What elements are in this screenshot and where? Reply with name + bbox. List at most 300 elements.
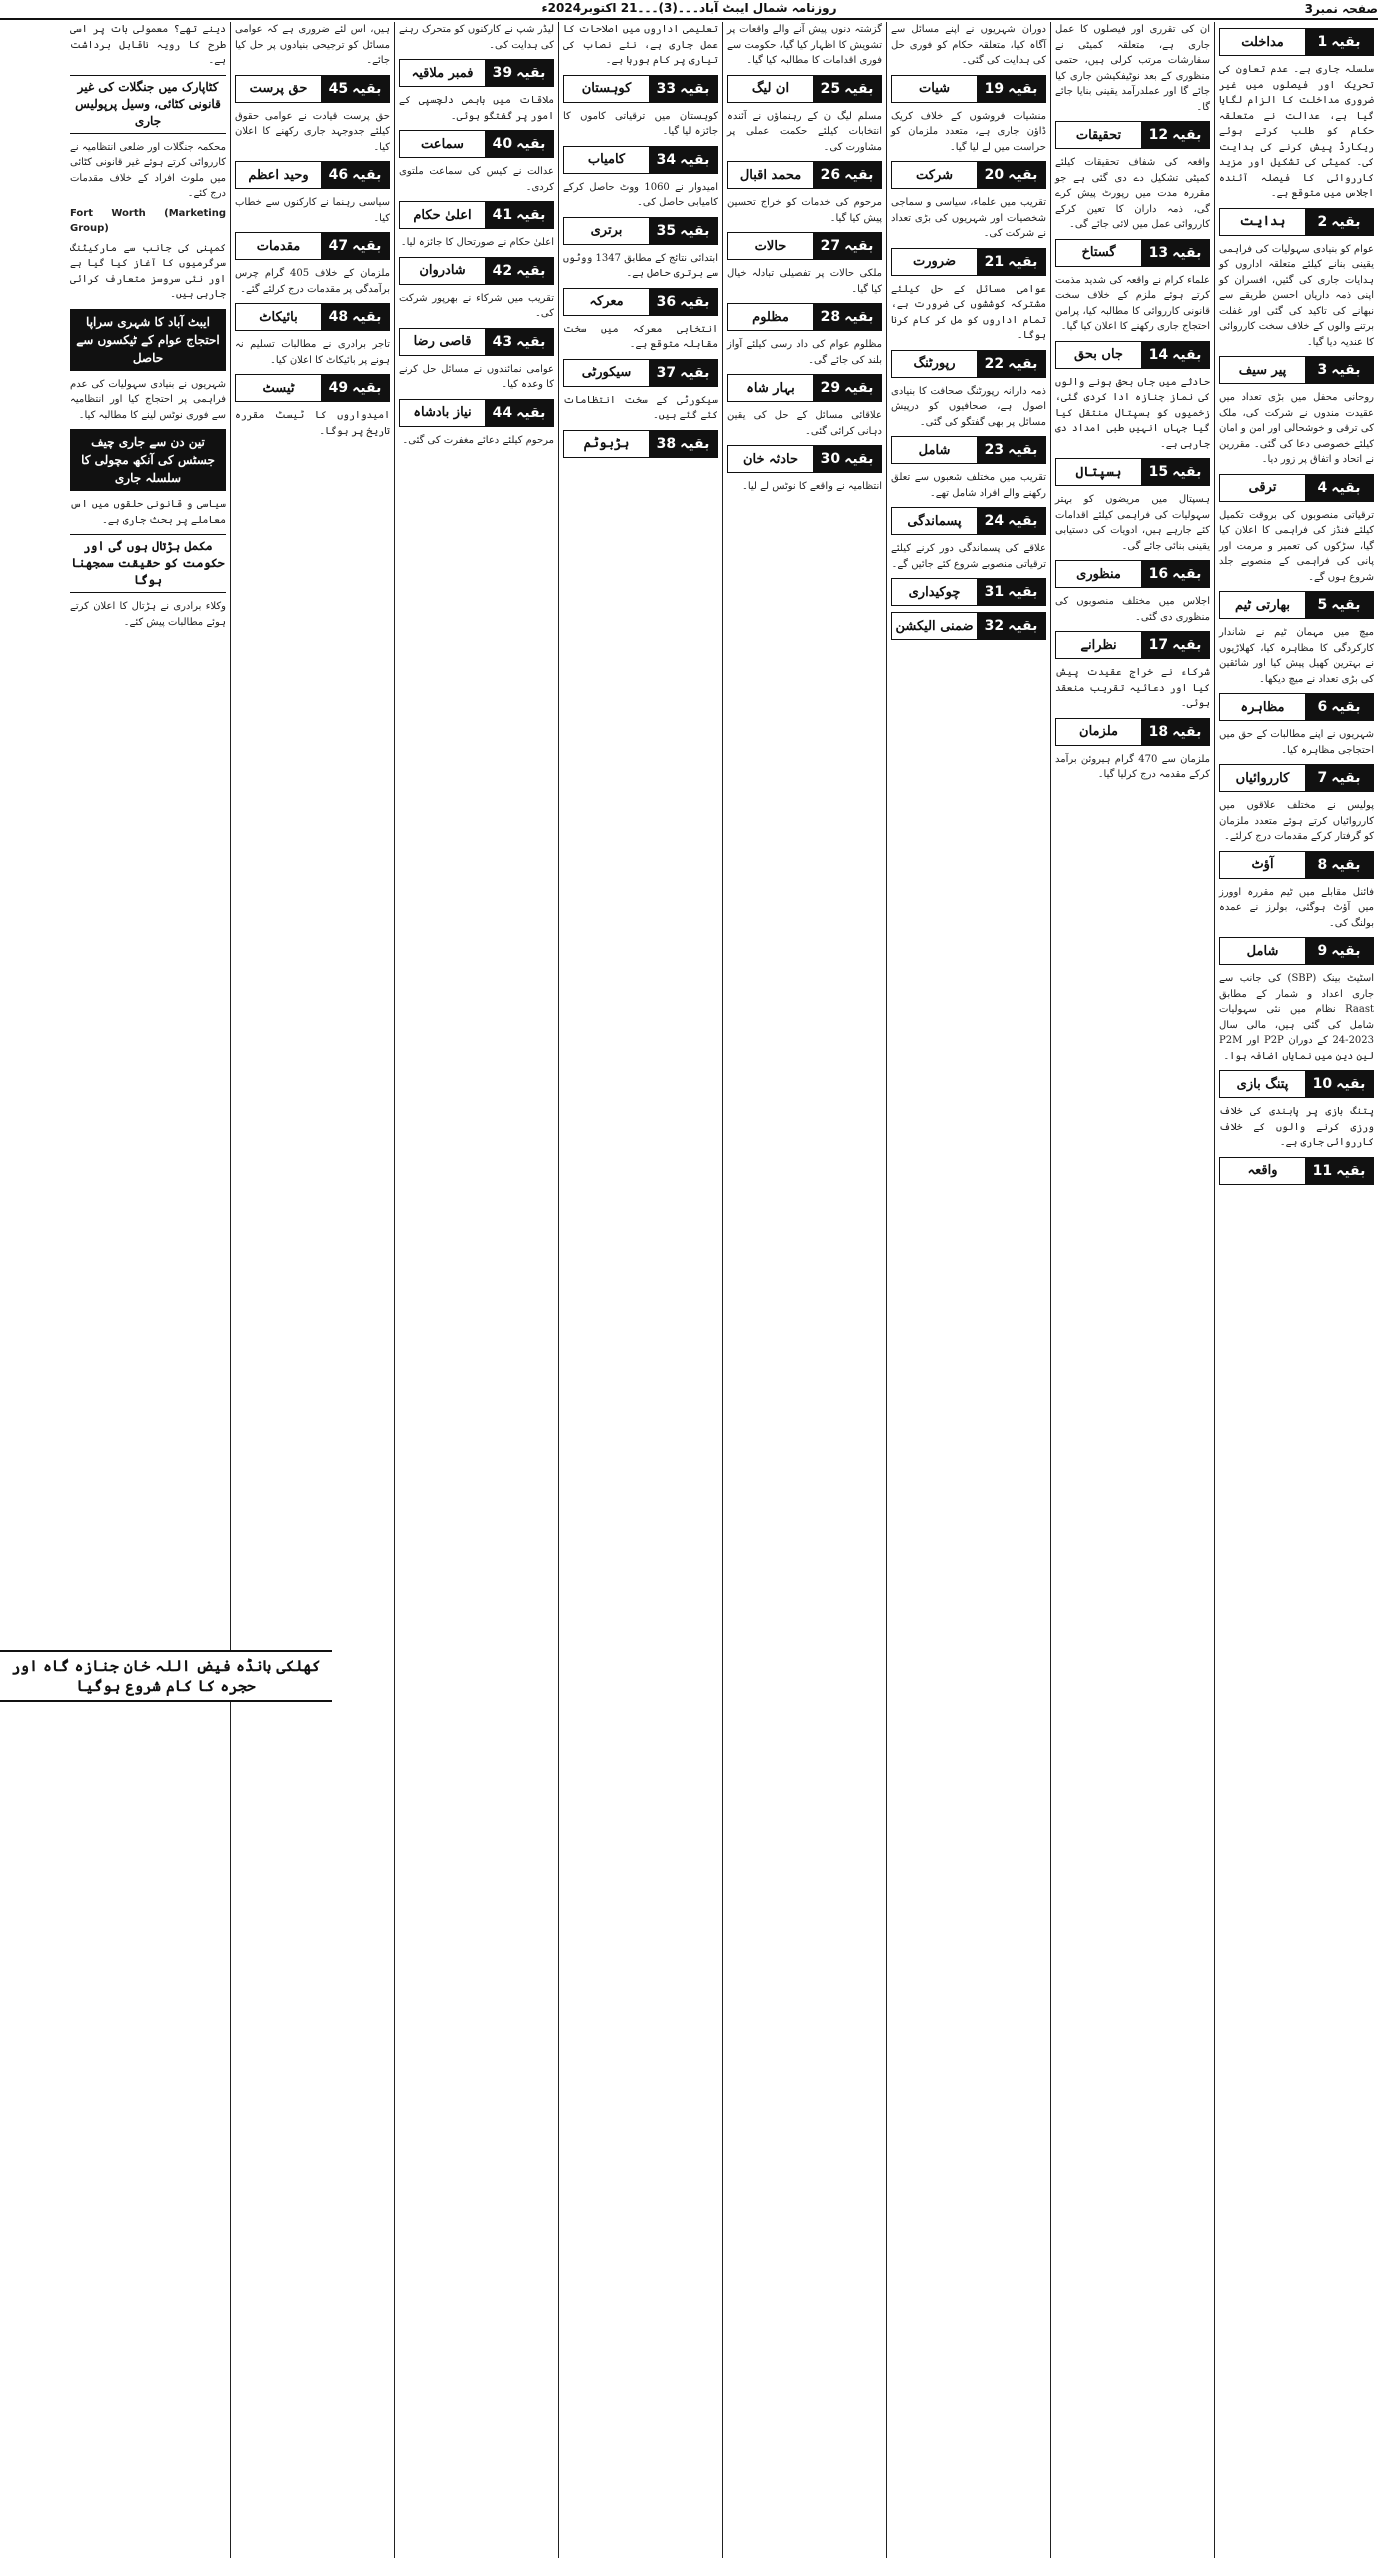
continuation-tag xyxy=(813,233,881,259)
continuation-title: قاصی رضا xyxy=(400,329,485,355)
continuation-label: بقیہ xyxy=(1331,34,1361,50)
sub-headline: کٹاپارک میں جنگلات کی غیر قانونی کٹائی، وسیل پرپولیس جاری xyxy=(70,75,226,134)
continuation-header xyxy=(1219,693,1374,721)
article-paragraph: روحانی محفل میں بڑی تعداد میں عقیدت مندوں نے شرکت کی، ملک کی ترقی و خوشحالی اور امن و امان کیلئے خصوصی دعا کی گئی۔ مقررین نے اتحاد و اتفاق پر زور دیا۔ xyxy=(1219,392,1374,465)
continuation-number: 15 xyxy=(1148,464,1169,480)
continuation-label: بقیہ xyxy=(1008,618,1038,634)
column-4 xyxy=(722,22,886,2558)
continuation-header xyxy=(891,161,1046,189)
article-paragraph: مرحوم کیلئے دعائے مغفرت کی گئی۔ xyxy=(402,434,554,446)
continuation-tag xyxy=(321,233,389,259)
continuation-title: چوکیداری xyxy=(892,579,977,605)
continuation-label: بقیہ xyxy=(1008,442,1038,458)
continuation-tag xyxy=(1305,1158,1373,1184)
continuation-header xyxy=(727,161,882,189)
continuation-label: بقیہ xyxy=(844,309,874,325)
continuation-title: آؤٹ xyxy=(1220,852,1305,878)
continuation-title: معرکہ xyxy=(564,289,649,315)
continuation-header xyxy=(235,303,390,331)
continuation-tag xyxy=(1141,719,1209,745)
article-paragraph: سلسلہ جاری ہے۔ عدم تعاون کی تحریک اور فیصلوں میں غیر ضروری مداخلت کا الزام لگایا گیا ہے، عدالت نے متعلقہ حکام کو طلب کرتے ہوئے ریکارڈ پیش کرنے کی ہدایت کی۔ کمیٹی کی تشکیل اور مزید کارروائی کا فیصلہ آئندہ اجلاس میں متوقع ہے۔ xyxy=(1219,64,1374,199)
continuation-label: بقیہ xyxy=(1008,253,1038,270)
sub-headline: مکمل ہڑتال ہوں گی اور حکومت کو حقیقت سمجھنا ہوگا xyxy=(70,534,226,593)
continuation-number: 13 xyxy=(1148,244,1169,261)
continuation-tag xyxy=(977,508,1045,534)
continuation-label: بقیہ xyxy=(680,293,710,310)
continuation-number: 30 xyxy=(820,451,841,467)
continuation-label: بقیہ xyxy=(1172,723,1202,740)
continuation-tag xyxy=(1141,342,1209,368)
article-paragraph: وکلاء برادری نے ہڑتال کا اعلان کرتے ہوئے مطالبات پیش کئے۔ xyxy=(70,601,226,628)
continuation-label: بقیہ xyxy=(352,238,382,254)
continuation-label: بقیہ xyxy=(1172,244,1202,261)
article-paragraph: سیاسی و قانونی حلقوں میں اس معاملے پر بحث جاری ہے۔ xyxy=(70,499,226,526)
article-paragraph: شرکاء نے خراج عقیدت پیش کیا اور دعائیہ تقریب منعقد ہوئی۔ xyxy=(1055,667,1210,709)
masthead-title: روزنامہ شمال ایبٹ آباد۔۔۔(3)۔۔۔21 اکتوبر2024ء xyxy=(541,1,837,15)
continuation-label: بقیہ xyxy=(1008,355,1038,372)
article-paragraph: اجلاس میں مختلف منصوبوں کی منظوری دی گئی۔ xyxy=(1055,596,1210,623)
article-paragraph: ابتدائی نتائج کے مطابق 1347 ووٹوں سے برتری حاصل ہے۔ xyxy=(563,252,718,279)
continuation-header xyxy=(727,75,882,103)
continuation-tag xyxy=(977,249,1045,275)
continuation-header xyxy=(563,288,718,316)
continuation-label: بقیہ xyxy=(680,435,710,452)
continuation-tag xyxy=(1305,29,1373,55)
continuation-label: بقیہ xyxy=(516,262,546,279)
continuation-tag xyxy=(1305,592,1373,618)
article-paragraph: ملکی حالات پر تفصیلی تبادلہ خیال کیا گیا۔ xyxy=(727,268,882,295)
continuation-number: 33 xyxy=(656,80,677,97)
article-paragraph: دینے تھے؟ معمولی بات پر اسی طرح کا رویہ ناقابل برداشت ہے۔ xyxy=(70,24,226,66)
continuation-label: بقیہ xyxy=(1008,167,1038,183)
continuation-tag xyxy=(1305,357,1373,383)
article-paragraph: سیکورٹی کے سخت انتظامات کئے گئے ہیں۔ xyxy=(563,394,718,421)
continuation-number: 9 xyxy=(1317,943,1328,959)
column-3 xyxy=(886,22,1050,2558)
continuation-label: بقیہ xyxy=(516,333,546,350)
article-paragraph: ذمہ دارانہ رپورٹنگ صحافت کا بنیادی اصول ہے، صحافیوں کو درپیش مسائل پر بھی گفتگو کی گئی۔ xyxy=(891,385,1046,428)
continuation-header xyxy=(891,248,1046,276)
continuation-title: واقعہ xyxy=(1220,1158,1305,1184)
continuation-number: 21 xyxy=(984,253,1005,270)
continuation-number: 24 xyxy=(984,513,1005,529)
article-columns xyxy=(0,22,1378,2558)
continuation-tag xyxy=(813,304,881,330)
continuation-label: بقیہ xyxy=(680,222,710,239)
continuation-number: 14 xyxy=(1148,346,1169,363)
continuation-number: 26 xyxy=(820,167,841,183)
continuation-tag xyxy=(649,76,717,102)
continuation-tag xyxy=(1141,122,1209,148)
continuation-title: حق پرست xyxy=(236,76,321,102)
continuation-title: گستاخ xyxy=(1056,240,1141,266)
continuation-header xyxy=(1219,1070,1374,1098)
article-paragraph: گزشتہ دنوں پیش آنے والے واقعات پر تشویش کا اظہار کیا گیا، حکومت سے فوری اقدامات کا مطالبہ کیا گیا۔ xyxy=(727,24,882,66)
article-paragraph: شہریوں نے بنیادی سہولیات کی عدم فراہمی پر احتجاج کیا اور انتظامیہ سے فوری نوٹس لینے کا مطالبہ کیا۔ xyxy=(70,378,226,421)
continuation-number: 5 xyxy=(1317,597,1328,613)
continuation-tag xyxy=(977,76,1045,102)
column-6 xyxy=(394,22,558,2558)
article-paragraph: فائنل مقابلے میں ٹیم مقررہ اوورز میں آؤٹ ہوگئی، بولرز نے عمدہ بولنگ کی۔ xyxy=(1219,886,1374,929)
continuation-number: 40 xyxy=(492,136,513,152)
article-paragraph: مسلم لیگ ن کے رہنماؤں نے آئندہ انتخابات کیلئے حکمت عملی پر مشاورت کی۔ xyxy=(727,110,882,153)
continuation-label: بقیہ xyxy=(1336,1076,1366,1092)
continuation-header xyxy=(1055,631,1210,659)
continuation-tag xyxy=(649,431,717,457)
continuation-title: شامل xyxy=(1220,938,1305,964)
continuation-number: 3 xyxy=(1317,362,1328,378)
continuation-header xyxy=(399,399,554,427)
continuation-header xyxy=(891,578,1046,606)
continuation-header xyxy=(399,130,554,158)
continuation-title: مداخلت xyxy=(1220,29,1305,55)
continuation-title: جاں بحق xyxy=(1056,342,1141,368)
article-paragraph: تقریب میں علماء، سیاسی و سماجی شخصیات اور شہریوں کی بڑی تعداد نے شرکت کی۔ xyxy=(891,197,1046,239)
continuation-title: منظوری xyxy=(1056,561,1141,587)
article-paragraph: تعلیمی اداروں میں اصلاحات کا عمل جاری ہے، نئے نصاب کی تیاری پر کام ہورہا ہے۔ xyxy=(563,24,718,66)
continuation-title: سیکورٹی xyxy=(564,360,649,386)
continuation-label: بقیہ xyxy=(844,167,874,183)
continuation-tag xyxy=(1305,209,1373,235)
continuation-number: 44 xyxy=(492,404,513,421)
article-paragraph: مظلوم عوام کی داد رسی کیلئے آواز بلند کی جائے گی۔ xyxy=(727,339,882,366)
continuation-title: ترقی xyxy=(1220,475,1305,501)
continuation-title: ہسپتال xyxy=(1056,459,1141,485)
column-5 xyxy=(558,22,722,2558)
continuation-title: ہدایت xyxy=(1220,209,1305,235)
continuation-number: 42 xyxy=(492,262,513,279)
continuation-tag xyxy=(649,360,717,386)
column-1 xyxy=(1214,22,1378,2558)
continuation-title: پتنگ بازی xyxy=(1220,1071,1305,1097)
continuation-number: 18 xyxy=(1148,723,1169,740)
continuation-number: 45 xyxy=(328,80,349,97)
continuation-header xyxy=(1055,239,1210,267)
continuation-label: بقیہ xyxy=(1172,637,1202,653)
continuation-label: بقیہ xyxy=(516,65,546,81)
article-paragraph: تقریب میں مختلف شعبوں سے تعلق رکھنے والے افراد شامل تھے۔ xyxy=(891,472,1046,499)
continuation-number: 22 xyxy=(984,355,1005,372)
continuation-title: نظرانے xyxy=(1056,632,1141,658)
continuation-title: ضمنی الیکشن xyxy=(892,613,977,639)
article-paragraph: حادثے میں جاں بحق ہونے والوں کی نماز جنازہ ادا کردی گئی، زخمیوں کو ہسپتال منتقل کیا گیا جہاں انہیں طبی امداد دی جارہی ہے۔ xyxy=(1055,376,1210,450)
continuation-header xyxy=(399,328,554,356)
continuation-title: تحقیقات xyxy=(1056,122,1141,148)
wide-headline: کھلکی بانڈہ فیض اللہ خان جنازہ گاہ اور حجرہ کا کام شروع ہوگیا xyxy=(0,1650,332,1702)
continuation-title: شامل xyxy=(892,437,977,463)
continuation-label: بقیہ xyxy=(680,151,710,168)
band-headline: تین دن سے جاری چیف جسٹس کی آنکھ مچولی کا سلسلہ جاری xyxy=(70,429,226,491)
article-paragraph: ملزمان کے خلاف 405 گرام چرس برآمدگی پر مقدمات درج کرلئے گئے۔ xyxy=(235,268,390,295)
continuation-tag xyxy=(813,162,881,188)
continuation-label: بقیہ xyxy=(844,238,874,254)
continuation-header xyxy=(1219,474,1374,502)
continuation-number: 12 xyxy=(1148,127,1169,143)
masthead xyxy=(0,0,1378,20)
continuation-header xyxy=(1055,341,1210,369)
article-paragraph: علاقے کی پسماندگی دور کرنے کیلئے ترقیاتی منصوبے شروع کئے جائیں گے۔ xyxy=(891,543,1046,570)
article-paragraph: پولیس نے مختلف علاقوں میں کارروائیاں کرتے ہوئے متعدد ملزمان کو گرفتار کرکے مقدمات درج کرلئے۔ xyxy=(1219,800,1374,842)
article-paragraph: منشیات فروشوں کے خلاف کریک ڈاؤن جاری ہے، متعدد ملزمان کو حراست میں لے لیا گیا۔ xyxy=(891,110,1046,153)
continuation-tag xyxy=(813,446,881,472)
continuation-header xyxy=(891,507,1046,535)
article-paragraph: ملاقات میں باہمی دلچسپی کے امور پر گفتگو ہوئی۔ xyxy=(399,95,554,122)
continuation-number: 48 xyxy=(328,309,349,325)
continuation-number: 7 xyxy=(1317,770,1328,786)
latin-dateline: Fort Worth (Marketing Group) xyxy=(70,207,226,234)
continuation-title: کارروائیاں xyxy=(1220,765,1305,791)
article-paragraph: سیاسی رہنما نے کارکنوں سے خطاب کیا۔ xyxy=(235,197,390,224)
continuation-label: بقیہ xyxy=(680,364,710,381)
continuation-number: 1 xyxy=(1317,34,1328,50)
article-paragraph: لیڈر شپ نے کارکنوں کو متحرک رہنے کی ہدایت کی۔ xyxy=(399,24,554,51)
continuation-tag xyxy=(1305,1071,1373,1097)
continuation-title: مظاہرہ xyxy=(1220,694,1305,720)
continuation-header xyxy=(1219,764,1374,792)
continuation-label: بقیہ xyxy=(1331,770,1361,786)
continuation-label: بقیہ xyxy=(844,451,874,467)
continuation-tag xyxy=(485,329,553,355)
article-paragraph: کوہستان میں ترقیاتی کاموں کا جائزہ لیا گیا۔ xyxy=(563,110,718,137)
continuation-header xyxy=(1219,28,1374,56)
continuation-title: شادروان xyxy=(400,258,485,284)
article-paragraph: محکمہ جنگلات اور ضلعی انتظامیہ نے کارروائی کرتے ہوئے غیر قانونی کٹائی میں ملوث افراد کے خلاف مقدمات درج کئے۔ xyxy=(70,141,226,199)
continuation-title: شرکت xyxy=(892,162,977,188)
continuation-label: بقیہ xyxy=(1172,464,1202,480)
continuation-number: 39 xyxy=(492,65,513,81)
continuation-header xyxy=(1219,851,1374,879)
continuation-title: بائیکاٹ xyxy=(236,304,321,330)
continuation-title: پیر سیف xyxy=(1220,357,1305,383)
continuation-label: بقیہ xyxy=(1008,80,1038,97)
column-8 xyxy=(66,22,230,2558)
band-headline: ایبٹ آباد کا شہری سراپا احتجاج عوام کے ٹیکسوں سے حاصل xyxy=(70,309,226,371)
article-paragraph: عدالت نے کیس کی سماعت ملتوی کردی۔ xyxy=(399,166,554,193)
article-paragraph: ترقیاتی منصوبوں کی بروقت تکمیل کیلئے فنڈز کی فراہمی کا اعلان کیا گیا، سڑکوں کی تعمیر و مرمت اور پانی کی فراہمی کے منصوبے جلد شروع ہوں گے۔ xyxy=(1219,509,1374,583)
article-paragraph: ہیں، اس لئے ضروری ہے کہ عوامی مسائل کو ترجیحی بنیادوں پر حل کیا جائے۔ xyxy=(235,24,390,66)
continuation-number: 16 xyxy=(1148,566,1169,582)
continuation-title: مظلوم xyxy=(728,304,813,330)
continuation-label: بقیہ xyxy=(844,380,874,396)
continuation-title: مقدمات xyxy=(236,233,321,259)
continuation-number: 27 xyxy=(820,238,841,254)
continuation-header xyxy=(563,359,718,387)
article-paragraph: ملزمان سے 470 گرام ہیروئن برآمد کرکے مقدمہ درج کرلیا گیا۔ xyxy=(1055,753,1210,780)
continuation-number: 32 xyxy=(984,618,1005,634)
continuation-header xyxy=(1219,208,1374,236)
continuation-label: بقیہ xyxy=(516,136,546,152)
column-7 xyxy=(230,22,394,2558)
continuation-header xyxy=(891,350,1046,378)
column-2 xyxy=(1050,22,1214,2558)
continuation-label: بقیہ xyxy=(1331,699,1361,715)
continuation-header xyxy=(1055,718,1210,746)
continuation-number: 4 xyxy=(1317,479,1328,496)
continuation-title: بہار شاہ xyxy=(728,375,813,401)
continuation-number: 47 xyxy=(328,238,349,254)
article-paragraph: حق پرست قیادت نے عوامی حقوق کیلئے جدوجہد جاری رکھنے کا اعلان کیا۔ xyxy=(235,110,390,153)
continuation-number: 36 xyxy=(656,293,677,310)
continuation-header xyxy=(235,232,390,260)
article-paragraph: ان کی تقرری اور فیصلوں کا عمل جاری ہے، متعلقہ کمیٹی نے سفارشات مرتب کرلی ہیں، حتمی منظوری کے بعد نوٹیفکیشن جاری کیا جائے گا اور عملدرآمد یقینی بنایا جائے گا۔ xyxy=(1055,24,1210,113)
continuation-tag xyxy=(485,400,553,426)
continuation-tag xyxy=(1305,938,1373,964)
continuation-tag xyxy=(1141,240,1209,266)
article-paragraph: دوران شہریوں نے اپنے مسائل سے آگاہ کیا، متعلقہ حکام کو فوری حل کی ہدایت کی گئی۔ xyxy=(891,24,1046,66)
continuation-label: بقیہ xyxy=(1172,566,1202,582)
continuation-header xyxy=(235,374,390,402)
continuation-title: فمبر ملاقیہ xyxy=(400,60,485,86)
continuation-number: 34 xyxy=(656,151,677,168)
continuation-title: حادثہ خان xyxy=(728,446,813,472)
continuation-label: بقیہ xyxy=(352,80,382,97)
continuation-tag xyxy=(1141,459,1209,485)
article-paragraph: میچ میں مہمان ٹیم نے شاندار کارکردگی کا مظاہرہ کیا، کھلاڑیوں نے بہترین کھیل پیش کیا اور شائقین کی بڑی تعداد نے میچ دیکھا۔ xyxy=(1219,627,1374,685)
article-paragraph: امیدوار نے 1060 ووٹ حاصل کرکے کامیابی حاصل کی۔ xyxy=(563,181,718,208)
continuation-title: ملزمان xyxy=(1056,719,1141,745)
continuation-header xyxy=(1055,458,1210,486)
continuation-title: حالات xyxy=(728,233,813,259)
continuation-header xyxy=(727,374,882,402)
continuation-header xyxy=(1219,356,1374,384)
continuation-tag xyxy=(649,147,717,173)
continuation-tag xyxy=(1305,475,1373,501)
continuation-tag xyxy=(977,579,1045,605)
continuation-header xyxy=(891,436,1046,464)
continuation-title: پسماندگی xyxy=(892,508,977,534)
continuation-header xyxy=(235,75,390,103)
continuation-tag xyxy=(485,202,553,228)
continuation-header xyxy=(727,303,882,331)
continuation-number: 2 xyxy=(1317,213,1328,230)
continuation-tag xyxy=(649,218,717,244)
continuation-number: 6 xyxy=(1317,699,1328,715)
continuation-number: 23 xyxy=(984,442,1005,458)
continuation-header xyxy=(1055,560,1210,588)
continuation-tag xyxy=(1141,561,1209,587)
continuation-tag xyxy=(977,437,1045,463)
article-paragraph: واقعہ کی شفاف تحقیقات کیلئے کمیٹی تشکیل دے دی گئی ہے جو مقررہ مدت میں رپورٹ پیش کرے گی، ذمہ داران کا تعین کرکے کارروائی عمل میں لائی جائے گی۔ xyxy=(1055,157,1210,230)
continuation-number: 49 xyxy=(328,380,349,396)
article-paragraph: عوامی مسائل کے حل کیلئے مشترکہ کوششوں کی ضرورت ہے، تمام اداروں کو مل کر کام کرنا ہوگا۔ xyxy=(891,283,1046,341)
article-paragraph: اعلیٰ حکام نے صورتحال کا جائزہ لیا۔ xyxy=(400,237,554,248)
continuation-header xyxy=(1219,591,1374,619)
continuation-tag xyxy=(485,131,553,157)
continuation-label: بقیہ xyxy=(844,80,874,97)
continuation-tag xyxy=(1305,694,1373,720)
article-paragraph: علاقائی مسائل کے حل کی یقین دہانی کرائی گئی۔ xyxy=(727,410,882,437)
continuation-title: ہڑبوٹم xyxy=(564,431,649,457)
continuation-title: شیات xyxy=(892,76,977,102)
continuation-number: 43 xyxy=(492,333,513,350)
continuation-tag xyxy=(1305,765,1373,791)
article-paragraph: اسٹیٹ بینک (SBP) کی جانب سے جاری اعداد و شمار کے مطابق Raast نظام میں نئی سہولیات شامل کی گئی ہیں، مالی سال 2023-24 کے دوران P2P اور P2M لین دین میں نمایاں اضافہ ہوا۔ xyxy=(1219,973,1375,1062)
continuation-number: 25 xyxy=(820,80,841,97)
article-paragraph: عوام کو بنیادی سہولیات کی فراہمی یقینی بنانے کیلئے متعلقہ اداروں کو ہدایات جاری کی گئیں، افسران کو اپنی ذمہ داریاں احسن طریقے سے نبھانے کی تاکید کی گئی اور غفلت برتنے والوں کے خلاف سخت کارروائی کا عندیہ دیا گیا۔ xyxy=(1219,243,1374,348)
article-paragraph: ہسپتال میں مریضوں کو بہتر سہولیات کی فراہمی کیلئے اقدامات کئے جارہے ہیں، ادویات کی دستیابی یقینی بنائی جائے گی۔ xyxy=(1055,494,1210,552)
continuation-header xyxy=(891,75,1046,103)
continuation-title: نیاز بادشاہ xyxy=(400,400,485,426)
article-paragraph: تاجر برادری نے مطالبات تسلیم نہ ہونے پر بائیکاٹ کا اعلان کیا۔ xyxy=(235,339,390,366)
continuation-title: رپورٹنگ xyxy=(892,351,977,377)
continuation-title: ان لیگ xyxy=(728,76,813,102)
page-number: صفحہ نمبر3 xyxy=(1304,2,1378,16)
continuation-tag xyxy=(321,304,389,330)
continuation-number: 10 xyxy=(1312,1076,1333,1092)
continuation-title: ٹیسٹ xyxy=(236,375,321,401)
continuation-number: 29 xyxy=(820,380,841,396)
continuation-tag xyxy=(813,375,881,401)
continuation-label: بقیہ xyxy=(1008,513,1038,529)
continuation-header xyxy=(563,146,718,174)
continuation-title: محمد اقبال xyxy=(728,162,813,188)
continuation-label: بقیہ xyxy=(1172,346,1202,363)
continuation-tag xyxy=(321,162,389,188)
continuation-header xyxy=(399,257,554,285)
continuation-header xyxy=(1055,121,1210,149)
continuation-tag xyxy=(1305,852,1373,878)
continuation-label: بقیہ xyxy=(352,167,382,183)
continuation-header xyxy=(235,161,390,189)
continuation-label: بقیہ xyxy=(1331,479,1361,496)
continuation-number: 11 xyxy=(1312,1162,1333,1179)
article-paragraph: انتخابی معرکہ میں سخت مقابلہ متوقع ہے۔ xyxy=(563,323,718,350)
continuation-tag xyxy=(485,60,553,86)
continuation-label: بقیہ xyxy=(516,404,546,421)
continuation-header xyxy=(727,232,882,260)
continuation-header xyxy=(563,430,718,458)
continuation-label: بقیہ xyxy=(1336,1162,1366,1179)
continuation-tag xyxy=(321,375,389,401)
continuation-title: سماعت xyxy=(400,131,485,157)
article-paragraph: مرحوم کی خدمات کو خراج تحسین پیش کیا گیا۔ xyxy=(727,197,882,224)
continuation-header xyxy=(727,445,882,473)
continuation-header xyxy=(399,201,554,229)
continuation-title: برتری xyxy=(564,218,649,244)
continuation-number: 17 xyxy=(1148,637,1169,653)
continuation-title: وحید اعظم xyxy=(236,162,321,188)
continuation-header xyxy=(399,59,554,87)
article-paragraph: تقریب میں شرکاء نے بھرپور شرکت کی۔ xyxy=(399,292,554,319)
continuation-header xyxy=(1219,937,1374,965)
continuation-number: 19 xyxy=(984,80,1005,97)
continuation-title: کامیاب xyxy=(564,147,649,173)
continuation-label: بقیہ xyxy=(1331,943,1361,959)
continuation-number: 28 xyxy=(820,309,841,325)
continuation-number: 38 xyxy=(656,435,677,452)
continuation-header xyxy=(1219,1157,1374,1185)
continuation-tag xyxy=(321,76,389,102)
continuation-title: بھارتی ٹیم xyxy=(1220,592,1305,618)
continuation-number: 41 xyxy=(492,207,513,223)
continuation-number: 31 xyxy=(984,584,1005,600)
continuation-tag xyxy=(485,258,553,284)
continuation-title: کوہستان xyxy=(564,76,649,102)
continuation-title: اعلیٰ حکام xyxy=(400,202,485,228)
article-paragraph: امیدواروں کا ٹیسٹ مقررہ تاریخ پر ہوگا۔ xyxy=(235,410,390,437)
article-paragraph: کمپنی کی جانب سے مارکیٹنگ سرگرمیوں کا آغاز کیا گیا ہے اور نئی سروسز متعارف کرائی جارہی ہیں۔ xyxy=(70,242,226,300)
continuation-label: بقیہ xyxy=(1331,213,1361,230)
continuation-label: بقیہ xyxy=(1331,856,1361,873)
continuation-label: بقیہ xyxy=(1331,362,1361,378)
article-paragraph: پتنگ بازی پر پابندی کی خلاف ورزی کرنے والوں کے خلاف کارروائی جاری ہے۔ xyxy=(1219,1106,1374,1148)
continuation-number: 20 xyxy=(984,167,1005,183)
article-paragraph: شہریوں نے اپنے مطالبات کے حق میں احتجاجی مظاہرہ کیا۔ xyxy=(1219,729,1374,756)
article-paragraph: عوامی نمائندوں نے مسائل حل کرنے کا وعدہ کیا۔ xyxy=(399,363,554,390)
continuation-label: بقیہ xyxy=(352,380,382,396)
continuation-label: بقیہ xyxy=(1172,127,1202,143)
continuation-number: 8 xyxy=(1317,856,1328,873)
